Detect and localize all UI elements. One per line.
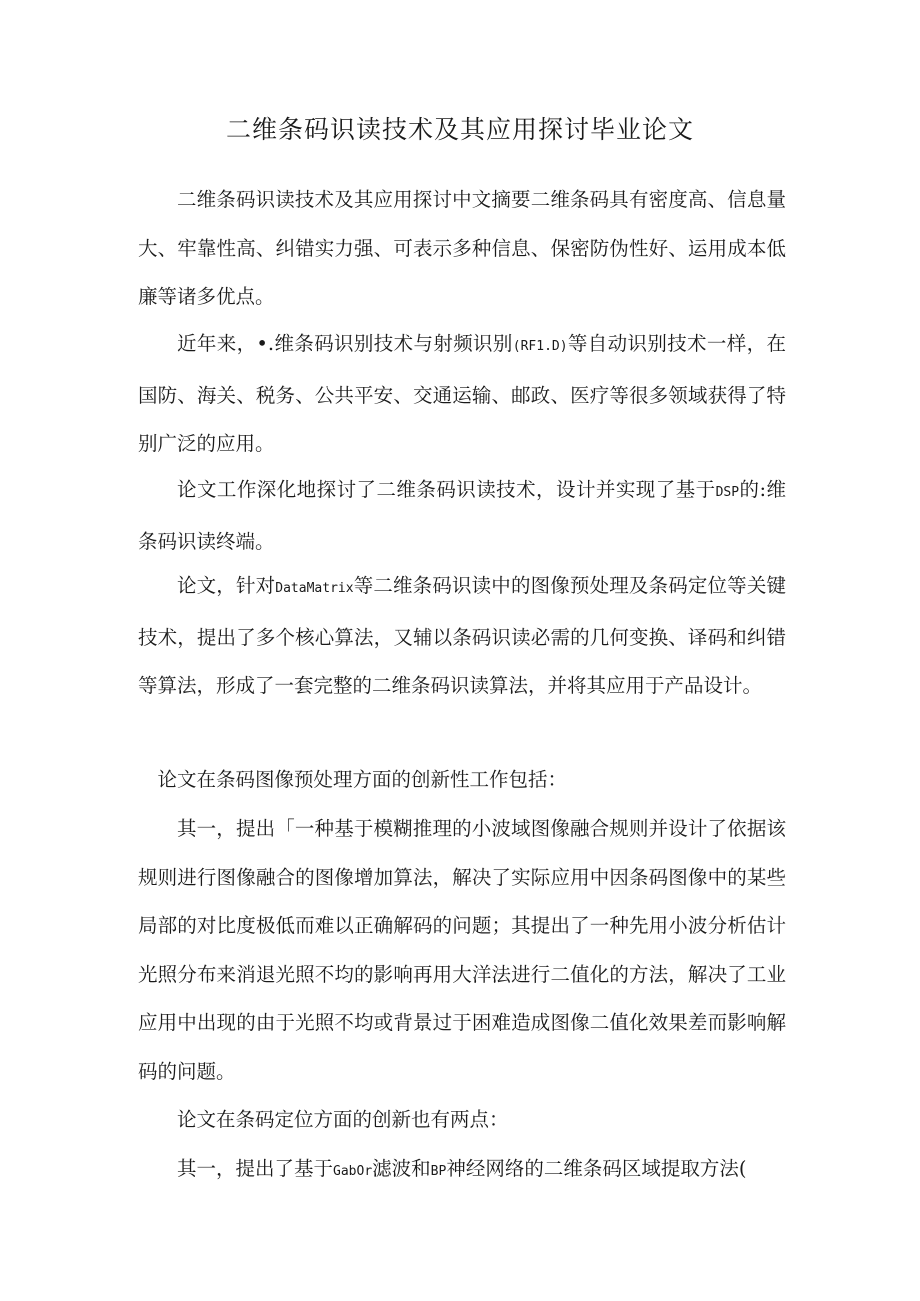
paragraph-research-work bbox=[138, 466, 786, 566]
paragraph-text: 的:维条码识读终端。 bbox=[138, 478, 786, 553]
paragraph-text: 论文在条码图像预处理方面的创新性工作包括： bbox=[157, 768, 568, 791]
document-title: 二维条码识读技术及其应用探讨毕业论文 bbox=[225, 115, 694, 144]
paragraph-text: 近年来，•.维条码识别技术与射频识别 bbox=[177, 332, 513, 355]
paragraph-text: 论文工作深化地探讨了二维条码识读技术，设计并实现了基于 bbox=[177, 478, 716, 501]
inline-code-dsp: DSP bbox=[715, 485, 740, 500]
inline-code-datamatrix: DataMatrix bbox=[275, 581, 354, 596]
paragraph-text: 等二维条码识读中的图像预处理及条码定位等关键技术，提出了多个核心算法，又辅以条码识读必需的几何变换、译码和纠错等算法，形成了一套完整的二维条码识读算法，并将其应用于产品设计。 bbox=[138, 574, 786, 698]
inline-code-gabor: GabOr bbox=[333, 1164, 373, 1179]
inline-code-bp: BP bbox=[430, 1164, 447, 1179]
paragraph-key-techniques bbox=[138, 562, 786, 711]
paragraph-text: 论文在条码定位方面的创新也有两点： bbox=[177, 1108, 509, 1131]
paragraph-recent-years bbox=[138, 320, 786, 469]
inline-code-rfid: (RF1.D) bbox=[512, 339, 568, 354]
paragraph-locating-first bbox=[138, 1145, 786, 1197]
paragraph-text: 滤波和 bbox=[372, 1157, 431, 1180]
paragraph-text: 其一，提出「一种基于模糊推理的小波域图像融合规则并设计了依据该规则进行图像融合的图像增加算法，解决了实际应用中因条码图像中的某些局部的对比度极低而难以正确解码的问题；其提出了一种先用小波分析估计光照分布来消退光照不均的影响再用大洋法进行二值化的方法，解决了工业应用中出现的由于光照不均或背景过于困难造成图像二值化效果差而影响解码的问题。 bbox=[138, 817, 786, 1083]
paragraph-text: 神经网络的二维条码区域提取方法( bbox=[446, 1157, 747, 1180]
paragraph-abstract bbox=[138, 176, 786, 322]
paragraph-preprocessing-intro bbox=[138, 756, 786, 805]
paragraph-text: 二维条码识读技术及其应用探讨中文摘要二维条码具有密度高、信息量大、牢靠性高、纠错实力强、可表示多种信息、保密防伪性好、运用成本低廉等诸多优点。 bbox=[138, 188, 786, 309]
paragraph-text: 其一，提出了基于 bbox=[177, 1157, 334, 1180]
paragraph-text: 等自动识别技术一样，在国防、海关、税务、公共平安、交通运输、邮政、医疗等很多领域获得了特别广泛的应用。 bbox=[138, 332, 786, 456]
paragraph-preprocessing-details bbox=[138, 805, 786, 1097]
paragraph-text: 论文，针对 bbox=[177, 574, 276, 597]
paragraph-locating-intro bbox=[138, 1096, 786, 1145]
